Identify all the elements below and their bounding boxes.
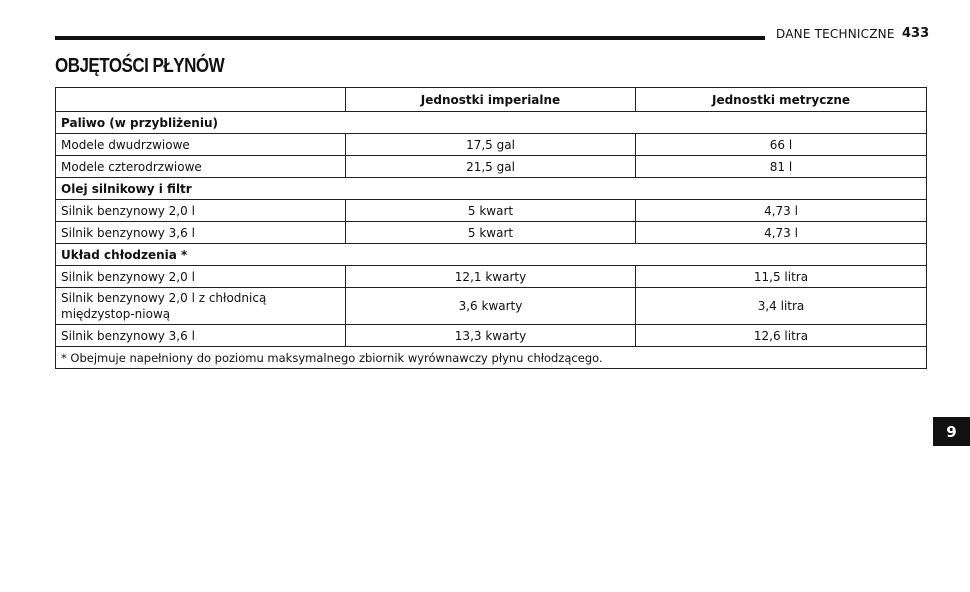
metric-value: 81 l bbox=[636, 156, 927, 178]
group-row-cooling bbox=[56, 244, 927, 266]
metric-value: 3,4 litra bbox=[636, 288, 927, 325]
header-rule bbox=[55, 36, 765, 40]
row-label: Silnik benzynowy 2,0 l z chłodnicą międzystop-niową bbox=[56, 288, 346, 325]
group-label-cooling: Układ chłodzenia * bbox=[56, 244, 927, 266]
row-label: Silnik benzynowy 3,6 l bbox=[56, 325, 346, 347]
row-label: Silnik benzynowy 2,0 l bbox=[56, 200, 346, 222]
table-row bbox=[56, 134, 927, 156]
table-header-row bbox=[56, 88, 927, 112]
metric-value: 12,6 litra bbox=[636, 325, 927, 347]
footnote-row bbox=[56, 347, 927, 369]
metric-value: 11,5 litra bbox=[636, 266, 927, 288]
metric-value: 66 l bbox=[636, 134, 927, 156]
table-row bbox=[56, 325, 927, 347]
imperial-value: 5 kwart bbox=[346, 222, 636, 244]
column-header-empty bbox=[56, 88, 346, 112]
imperial-value: 12,1 kwarty bbox=[346, 266, 636, 288]
footnote: * Obejmuje napełniony do poziomu maksymalnego zbiornik wyrównawczy płynu chłodzącego. bbox=[56, 347, 927, 369]
column-header-imperial: Jednostki imperialne bbox=[346, 88, 636, 112]
row-label: Silnik benzynowy 3,6 l bbox=[56, 222, 346, 244]
table-row bbox=[56, 288, 927, 325]
table-row bbox=[56, 266, 927, 288]
page-title: OBJĘTOŚCI PŁYNÓW bbox=[55, 55, 225, 77]
metric-value: 4,73 l bbox=[636, 200, 927, 222]
table-row bbox=[56, 222, 927, 244]
imperial-value: 5 kwart bbox=[346, 200, 636, 222]
fluid-capacities-table bbox=[55, 87, 927, 369]
metric-value: 4,73 l bbox=[636, 222, 927, 244]
imperial-value: 3,6 kwarty bbox=[346, 288, 636, 325]
page-number: 433 bbox=[902, 26, 930, 41]
row-label: Modele czterodrzwiowe bbox=[56, 156, 346, 178]
section-name: DANE TECHNICZNE bbox=[776, 27, 895, 41]
table-row bbox=[56, 200, 927, 222]
imperial-value: 21,5 gal bbox=[346, 156, 636, 178]
imperial-value: 17,5 gal bbox=[346, 134, 636, 156]
chapter-tab: 9 bbox=[933, 417, 970, 446]
column-header-metric: Jednostki metryczne bbox=[636, 88, 927, 112]
group-row-oil bbox=[56, 178, 927, 200]
group-label-oil: Olej silnikowy i filtr bbox=[56, 178, 927, 200]
row-label: Modele dwudrzwiowe bbox=[56, 134, 346, 156]
table-row bbox=[56, 156, 927, 178]
row-label: Silnik benzynowy 2,0 l bbox=[56, 266, 346, 288]
group-row-fuel bbox=[56, 112, 927, 134]
group-label-fuel: Paliwo (w przybliżeniu) bbox=[56, 112, 927, 134]
imperial-value: 13,3 kwarty bbox=[346, 325, 636, 347]
